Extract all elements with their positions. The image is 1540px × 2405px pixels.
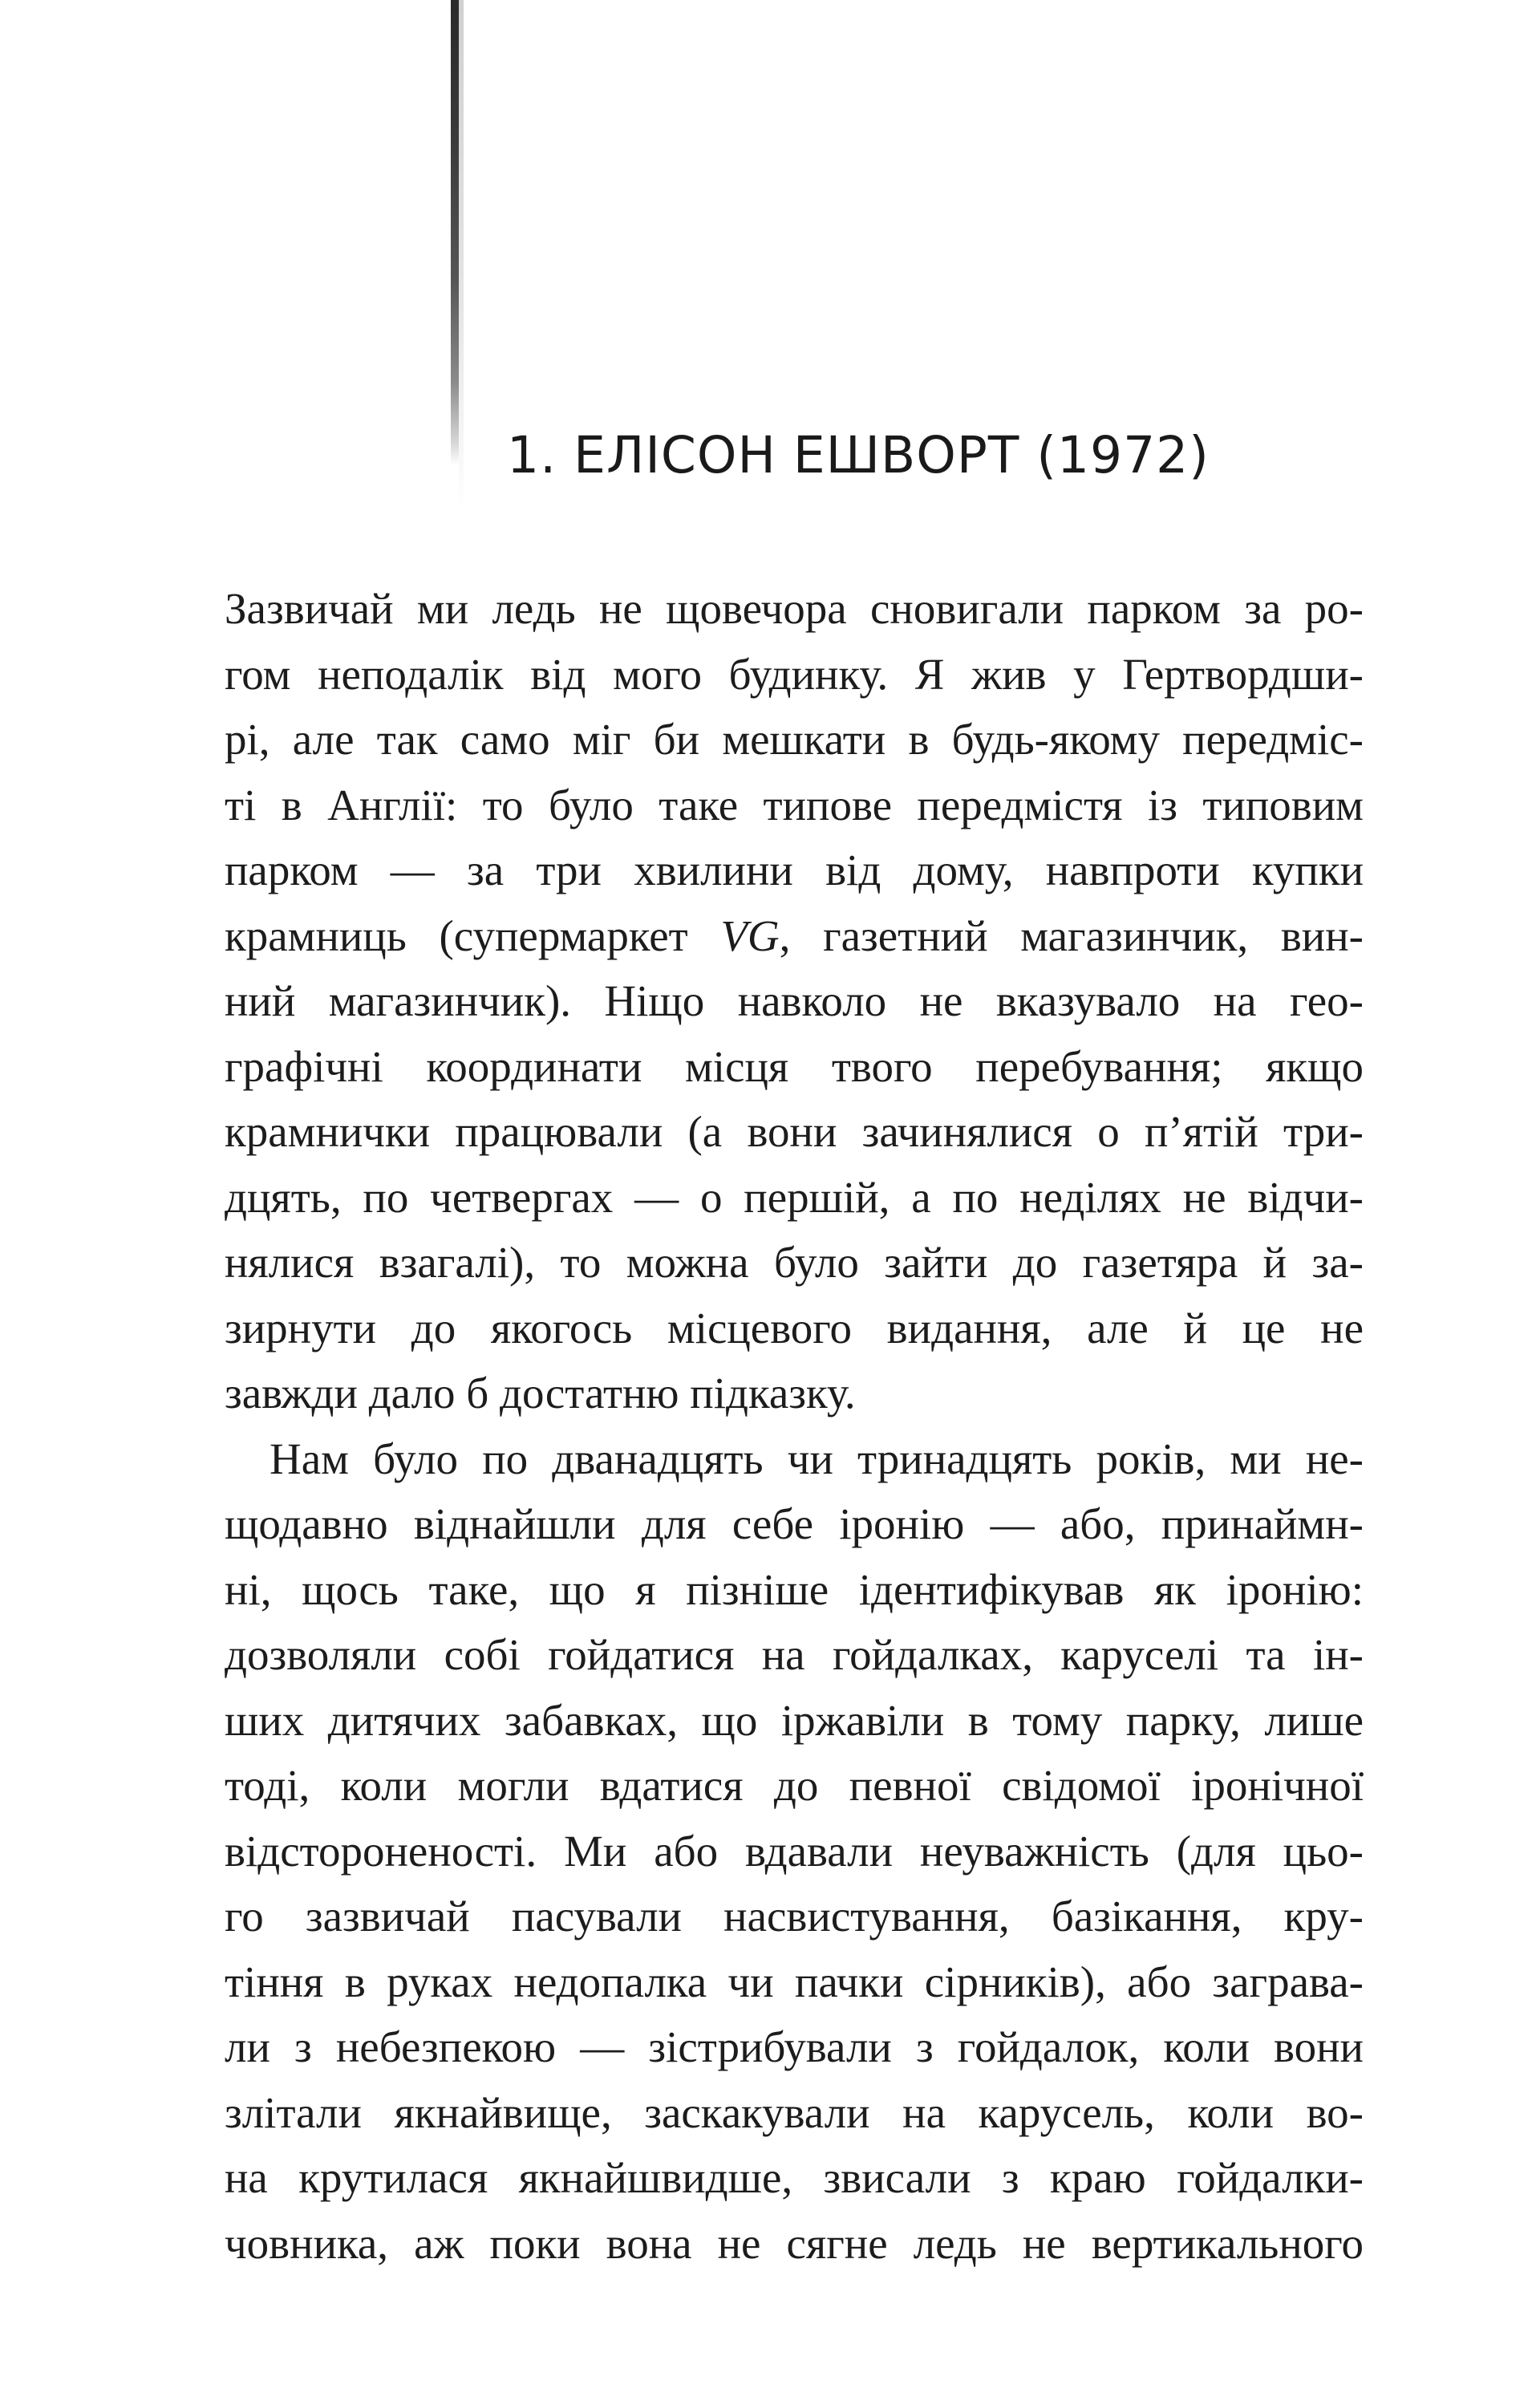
chapter-decorative-rule [451,0,459,465]
text-line: завжди дало б достатню підказку. [225,1369,856,1417]
text-line: на крутилася якнайшвидше, звисали з краю гойдалки- [225,2153,1364,2202]
text-line: ті в Англії: то було таке типове передмістя із типовим [225,780,1364,829]
text-line: відстороненості. Ми або вдавали неуважність (для цьо- [225,1826,1364,1876]
text-line: човника, аж поки вона не сягне ледь не вертикального [225,2218,1364,2268]
text-line: парком — за три хвилини від дому, навпроти купки [225,846,1364,894]
text-line-with-italic [225,903,1364,969]
text-line: рі, але так само міг би мешкати в будь-якому передміс- [225,715,1364,764]
text-line: ний магазинчик). Ніщо навколо не вказувало на гео- [225,976,1364,1025]
chapter-title: 1. ЕЛІСОН ЕШВОРТ (1972) [507,426,1210,485]
paragraph-1 [225,576,1364,1426]
text-line: гом неподалік від мого будинку. Я жив у Гертвордши- [225,649,1364,699]
text-line: крамнички працювали (а вони зачинялися о п’ятій три- [225,1107,1364,1156]
text-line: дозволяли собі гойдатися на гойдалках, каруселі та ін- [225,1630,1364,1679]
text-segment: крамниць (супермаркет [225,910,721,960]
text-line: ших дитячих забавках, що іржавіли в тому парку, лише [225,1695,1364,1745]
text-line: Зазвичай ми ледь не щовечора сновигали парком за ро- [225,584,1364,633]
text-line: щодавно віднайшли для себе іронію — або, принаймн- [225,1499,1364,1548]
paragraph-2 [225,1426,1364,2277]
text-segment: , газетний магазинчик, вин- [779,910,1364,960]
chapter-rule-shadow [459,0,464,513]
text-line: го зазвичай пасували насвистування, базікання, кру- [225,1892,1364,1941]
text-line: Нам було по дванадцять чи тринадцять років, ми не- [270,1434,1364,1483]
text-line: ні, щось таке, що я пізніше ідентифікував як іронію: [225,1564,1364,1614]
italic-brand-name: VG [720,910,780,960]
text-line: дцять, по четвергах — о першій, а по неділях не відчи- [225,1172,1364,1222]
text-line: графічні координати місця твого перебування; якщо [225,1041,1364,1091]
text-line: тіння в руках недопалка чи пачки сірників), або заграва- [225,1957,1364,2006]
text-line: ли з небезпекою — зістрибували з гойдалок, коли вони [225,2022,1364,2071]
text-line: зирнути до якогось місцевого видання, але й це не [225,1303,1364,1353]
text-line: нялися взагалі), то можна було зайти до газетяра й за- [225,1238,1364,1287]
text-line: злітали якнайвище, заскакували на карусель, коли во- [225,2087,1364,2137]
body-text [225,576,1364,2276]
text-line: тоді, коли могли вдатися до певної свідомої іронічної [225,1761,1364,1810]
